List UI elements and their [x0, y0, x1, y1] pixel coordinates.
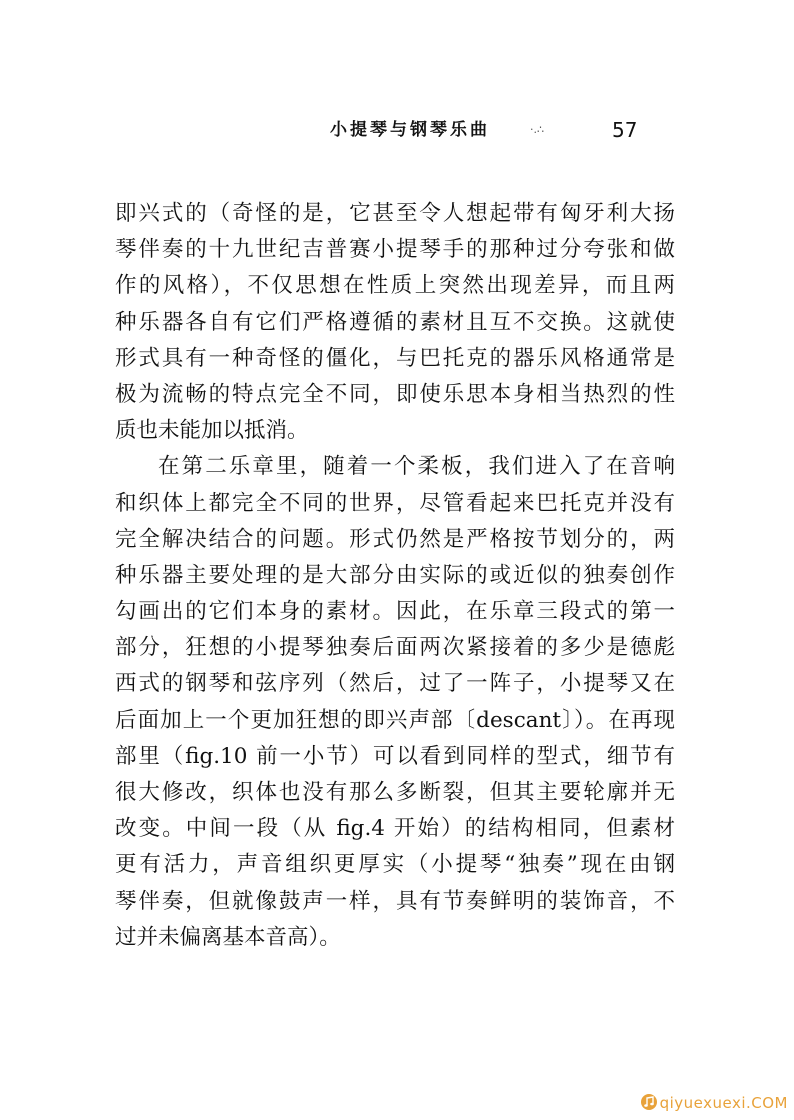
text-line: 完全解决结合的问题。形式仍然是严格按节划分的，两: [115, 526, 675, 552]
text-line: 更有活力，声音组织更厚实（小提琴“独奏”现在由钢: [115, 852, 675, 878]
text-line: 过并未偏离基本音高）。: [115, 924, 341, 950]
text-line: 形式具有一种奇怪的僵化，与巴托克的器乐风格通常是: [115, 345, 675, 371]
text-line: 即兴式的（奇怪的是，它甚至令人想起带有匈牙利大扬: [115, 201, 675, 226]
text-line: 琴伴奏，但就像鼓声一样，具有节奏鲜明的装饰音，不: [115, 888, 675, 914]
text-line: 在第二乐章里，随着一个柔板，我们进入了在音响: [158, 454, 675, 480]
header-ornament: ·.∴: [530, 123, 544, 136]
body-text: [115, 196, 675, 956]
text-line: 很大修改，织体也没有那么多断裂，但其主要轮廓并无: [115, 780, 675, 805]
text-line: 极为流畅的特点完全不同，即使乐思本身相当热烈的性: [115, 381, 675, 407]
text-line: 质也未能加以抵消。: [115, 418, 309, 444]
running-title: 小提琴与钢琴乐曲: [330, 120, 490, 140]
page-number: 57: [612, 118, 638, 142]
text-line: 部分，狂想的小提琴独奏后面两次紧接着的多少是德彪: [115, 635, 675, 661]
text-line: 种乐器各自有它们严格遵循的素材且互不交换。这就使: [115, 309, 675, 335]
text-line: 部里（fig.10 前一小节）可以看到同样的型式，细节有: [115, 743, 675, 769]
text-line: 改变。中间一段（从 fig.4 开始）的结构相同，但素材: [115, 816, 675, 842]
text-line: 作的风格），不仅思想在性质上突然出现差异，而且两: [115, 273, 675, 299]
text-line: 和织体上都完全不同的世界，尽管看起来巴托克并没有: [115, 490, 675, 516]
music-note-icon: [640, 1093, 658, 1111]
text-line: 琴伴奏的十九世纪吉普赛小提琴手的那种过分夸张和做: [115, 237, 675, 263]
site-watermark: [640, 1093, 788, 1112]
text-line: 西式的钢琴和弦序列（然后，过了一阵子，小提琴又在: [115, 671, 675, 697]
watermark-text: qiyuexuexi.COM: [659, 1094, 788, 1112]
text-line: 勾画出的它们本身的素材。因此，在乐章三段式的第一: [115, 599, 675, 625]
text-line: 种乐器主要处理的是大部分由实际的或近似的独奏创作: [115, 562, 675, 588]
text-line: 后面加上一个更加狂想的即兴声部〔descant〕）。在再现: [115, 707, 675, 733]
running-header: [330, 116, 660, 144]
